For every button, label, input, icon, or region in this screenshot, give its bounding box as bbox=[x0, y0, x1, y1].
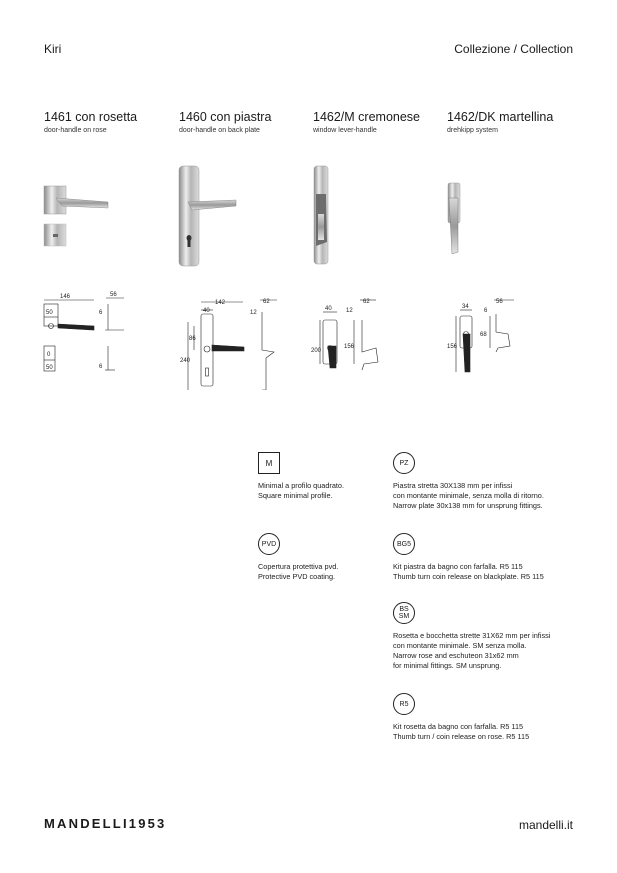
product-title-1461: 1461 con rosetta bbox=[44, 110, 138, 124]
photo-1461-rose-handle bbox=[44, 186, 108, 246]
feature-text-pvd: Copertura protettiva pvd. Protective PVD coating. bbox=[258, 562, 339, 581]
dim-1462m-a: 40 bbox=[325, 306, 332, 312]
photo-1462dk-window-handle bbox=[448, 183, 460, 254]
product-subtitle-1462m: window lever-handle bbox=[313, 127, 377, 134]
feature-badge-pz: PZ bbox=[393, 452, 415, 474]
product-title-1462m: 1462/M cremonese bbox=[313, 110, 421, 124]
dim-1461-width: 146 bbox=[60, 294, 71, 300]
product-subtitle-1460: door-handle on back plate bbox=[179, 127, 260, 134]
feature-text-bg5: Kit piastra da bagno con farfalla. R5 115 Thumb turn coin release on blackplate. R5 115 bbox=[393, 562, 544, 581]
dim-1460-b: 12 bbox=[250, 310, 257, 316]
dim-1460-c: 86 bbox=[189, 336, 196, 342]
feature-badge-pvd: PVD bbox=[258, 533, 280, 555]
dim-1461-e: 6 bbox=[99, 364, 103, 370]
dim-1462m-c: 200 bbox=[311, 348, 322, 354]
feature-badge-bg5: BG5 bbox=[393, 533, 415, 555]
dim-1461-d: 50 bbox=[46, 365, 53, 371]
photo-1462m-window-handle bbox=[314, 166, 328, 264]
feature-text-r5: Kit rosetta da bagno con farfalla. R5 115 Thumb turn / coin release on rose. R5 115 bbox=[393, 722, 530, 741]
website-link[interactable]: mandelli.it bbox=[518, 818, 573, 832]
dim-1461-b: 6 bbox=[99, 310, 103, 316]
collection-name: Kiri bbox=[44, 42, 62, 56]
feature-text-bs-sm: Rosetta e bocchetta strette 31X62 mm per infissi con montante minimale. SM senza molla. Narrow rose and eschuteon 31x62 mm for minimal fittings. SM unsprung. bbox=[393, 631, 551, 670]
dim-1461-rose: 50 bbox=[46, 310, 53, 316]
technical-drawings bbox=[0, 290, 617, 390]
dim-1462m-width: 62 bbox=[363, 299, 370, 305]
dim-1462dk-width: 56 bbox=[496, 299, 503, 305]
feature-text-pz: Piastra stretta 30X138 mm per infissi con montante minimale, senza molla di ritorno. Narrow plate 30x138 mm for unsprung fittings. bbox=[393, 481, 544, 510]
dim-1462m-b: 12 bbox=[346, 308, 353, 314]
dim-1462dk-d: 156 bbox=[447, 344, 458, 350]
feature-text-m: Minimal a profilo quadrato. Square minimal profile. bbox=[258, 481, 344, 500]
feature-badge-r5: R5 bbox=[393, 693, 415, 715]
feature-badge-bs-sm: BS SM bbox=[393, 602, 415, 624]
dim-1462dk-b: 6 bbox=[484, 308, 488, 314]
collection-label: Collezione / Collection bbox=[454, 42, 573, 56]
dim-1460-a: 40 bbox=[203, 308, 210, 314]
dim-1462dk-a: 34 bbox=[462, 304, 469, 310]
feature-badge-m: M bbox=[258, 452, 280, 474]
dim-1460-width: 142 bbox=[215, 300, 226, 306]
product-photos bbox=[0, 150, 617, 275]
dim-1460-d: 240 bbox=[180, 358, 191, 364]
photo-1460-plate-handle bbox=[179, 166, 236, 266]
product-title-1462dk: 1462/DK martellina bbox=[447, 110, 554, 124]
drawing-1461 bbox=[44, 298, 124, 371]
dim-1462m-d: 156 bbox=[344, 344, 355, 350]
dim-1461-depth: 56 bbox=[110, 292, 117, 298]
dim-1460-depth: 62 bbox=[263, 299, 270, 305]
product-subtitle-1461: door-handle on rose bbox=[44, 127, 107, 134]
product-title-1460: 1460 con piastra bbox=[179, 110, 272, 124]
brand-logo: MANDELLI1953 bbox=[44, 816, 167, 831]
dim-1462dk-c: 68 bbox=[480, 332, 487, 338]
product-subtitle-1462dk: drehkipp system bbox=[447, 127, 498, 134]
dim-1461-c: 0 bbox=[47, 352, 51, 358]
drawing-1460 bbox=[188, 300, 277, 390]
